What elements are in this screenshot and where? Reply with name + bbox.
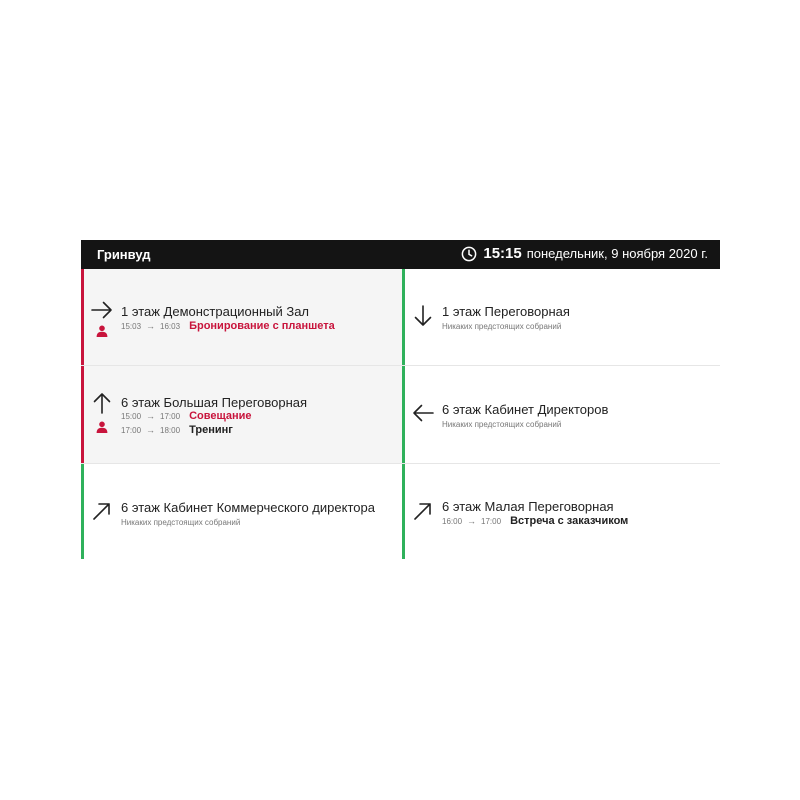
current-date: понедельник, 9 ноября 2020 г. [526, 246, 708, 261]
room-name: 1 этаж Переговорная [442, 304, 570, 319]
meeting-end: 16:03 [160, 321, 181, 331]
time-arrow-icon: → [146, 425, 156, 435]
header-bar [81, 240, 720, 269]
room-card[interactable] [402, 464, 720, 559]
room-card[interactable] [402, 269, 720, 366]
status-bar-free [402, 464, 405, 559]
arrow-right-icon [91, 299, 113, 321]
meeting-row [442, 515, 628, 527]
meeting-end: 17:00 [160, 411, 181, 421]
arrow-up-icon [91, 392, 113, 414]
meeting-subject: Тренинг [189, 424, 233, 436]
meeting-start: 15:03 [121, 321, 142, 331]
no-meetings-text: Никаких предстоящих собраний [442, 322, 562, 331]
status-bar-busy [81, 269, 84, 365]
no-meetings-text: Никаких предстоящих собраний [442, 420, 562, 429]
room-name: 6 этаж Кабинет Директоров [442, 402, 609, 417]
time-arrow-icon: → [467, 516, 477, 526]
arrow-down-icon [412, 305, 434, 327]
room-card[interactable] [402, 366, 720, 464]
room-card[interactable] [81, 464, 402, 559]
arrow-left-icon [412, 402, 434, 424]
meeting-start: 17:00 [121, 425, 142, 435]
arrow-up-right-icon [91, 500, 113, 522]
status-bar-free [81, 464, 84, 559]
meeting-row [121, 320, 335, 332]
time-arrow-icon: → [146, 321, 156, 331]
meeting-end: 18:00 [160, 425, 181, 435]
arrow-up-right-icon [412, 500, 434, 522]
meeting-subject: Бронирование с планшета [189, 320, 335, 332]
clock-icon [461, 246, 477, 262]
meeting-end: 17:00 [481, 516, 502, 526]
room-grid [81, 269, 720, 559]
status-bar-busy [81, 366, 84, 463]
room-name: 6 этаж Большая Переговорная [121, 395, 308, 410]
no-meetings-text: Никаких предстоящих собраний [121, 518, 241, 527]
current-time: 15:15 [483, 245, 522, 262]
person-icon [96, 325, 108, 337]
room-board [81, 240, 720, 559]
room-name: 1 этаж Демонстрационный Зал [121, 304, 310, 319]
status-bar-free [402, 366, 405, 463]
room-card[interactable] [81, 269, 402, 366]
status-bar-free [402, 269, 405, 365]
room-name: 6 этаж Кабинет Коммерческого директора [121, 500, 375, 515]
room-card[interactable] [81, 366, 402, 464]
time-arrow-icon: → [146, 411, 156, 421]
meeting-start: 15:00 [121, 411, 142, 421]
meeting-row [121, 424, 233, 436]
location-title: Гринвуд [97, 247, 151, 262]
meeting-subject: Совещание [189, 410, 252, 422]
clock [461, 245, 708, 262]
meeting-row [121, 410, 252, 422]
meeting-start: 16:00 [442, 516, 463, 526]
person-icon [96, 421, 108, 433]
meeting-subject: Встреча с заказчиком [510, 515, 629, 527]
room-name: 6 этаж Малая Переговорная [442, 499, 614, 514]
